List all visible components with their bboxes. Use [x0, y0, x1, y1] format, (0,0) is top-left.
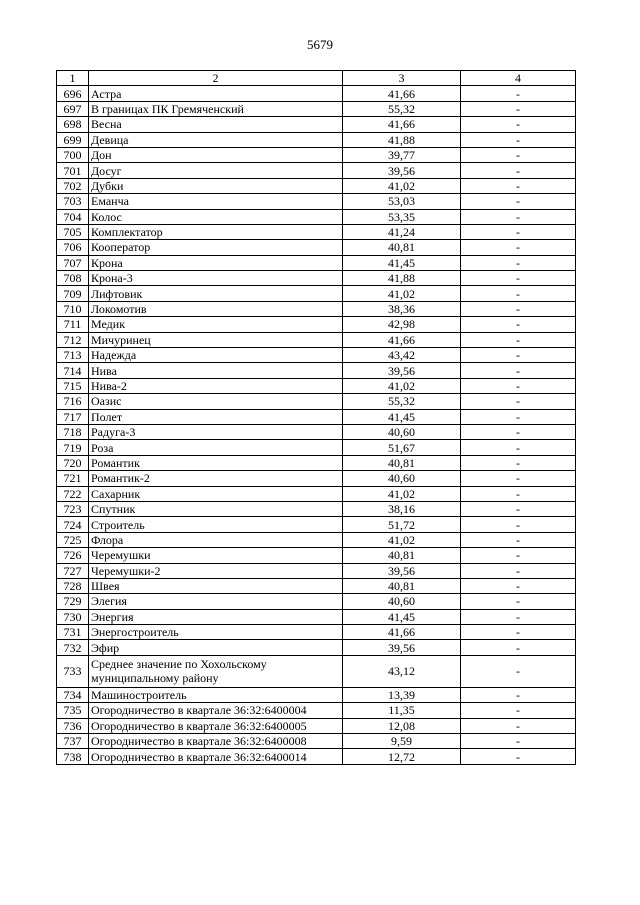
row-number: 715 [57, 378, 89, 393]
table-row [57, 640, 576, 655]
row-number: 738 [57, 749, 89, 764]
row-value: 43,12 [343, 655, 461, 687]
row-dash: - [461, 563, 576, 578]
row-name: Строитель [89, 517, 343, 532]
row-name: Швея [89, 578, 343, 593]
row-dash: - [461, 734, 576, 749]
row-dash: - [461, 703, 576, 718]
table-row [57, 532, 576, 547]
row-dash: - [461, 424, 576, 439]
row-number: 712 [57, 332, 89, 347]
row-dash: - [461, 440, 576, 455]
row-value: 39,56 [343, 640, 461, 655]
row-name: Крона-3 [89, 271, 343, 286]
row-name: Энергия [89, 609, 343, 624]
table-row [57, 409, 576, 424]
row-value: 53,35 [343, 209, 461, 224]
row-name: Оазис [89, 394, 343, 409]
row-name: Весна [89, 117, 343, 132]
table-row [57, 455, 576, 470]
row-value: 40,60 [343, 424, 461, 439]
row-value: 41,66 [343, 117, 461, 132]
table-row [57, 317, 576, 332]
row-dash: - [461, 317, 576, 332]
row-number: 707 [57, 255, 89, 270]
row-dash: - [461, 178, 576, 193]
row-value: 39,56 [343, 563, 461, 578]
row-name: Нива [89, 363, 343, 378]
row-value: 12,72 [343, 749, 461, 764]
row-dash: - [461, 609, 576, 624]
table-row [57, 594, 576, 609]
table-body [57, 86, 576, 764]
row-value: 41,66 [343, 86, 461, 101]
row-number: 698 [57, 117, 89, 132]
row-dash: - [461, 117, 576, 132]
row-dash: - [461, 286, 576, 301]
row-value: 55,32 [343, 101, 461, 116]
table-row [57, 332, 576, 347]
row-value: 9,59 [343, 734, 461, 749]
row-name: Элегия [89, 594, 343, 609]
row-name: Машиностроитель [89, 687, 343, 702]
table-row [57, 147, 576, 162]
table-row [57, 117, 576, 132]
row-number: 722 [57, 486, 89, 501]
table-row [57, 348, 576, 363]
row-number: 723 [57, 501, 89, 516]
row-dash: - [461, 224, 576, 239]
row-dash: - [461, 86, 576, 101]
row-number: 732 [57, 640, 89, 655]
row-value: 41,02 [343, 378, 461, 393]
row-number: 736 [57, 718, 89, 733]
table-row [57, 132, 576, 147]
row-name: Комплектатор [89, 224, 343, 239]
row-value: 51,72 [343, 517, 461, 532]
table-row [57, 86, 576, 101]
row-number: 730 [57, 609, 89, 624]
row-dash: - [461, 486, 576, 501]
row-dash: - [461, 348, 576, 363]
table-row [57, 548, 576, 563]
row-number: 731 [57, 625, 89, 640]
row-value: 41,66 [343, 332, 461, 347]
row-value: 40,60 [343, 471, 461, 486]
table-row [57, 363, 576, 378]
table-row [57, 224, 576, 239]
row-value: 39,56 [343, 363, 461, 378]
row-number: 703 [57, 194, 89, 209]
row-value: 55,32 [343, 394, 461, 409]
row-name: Романтик-2 [89, 471, 343, 486]
row-number: 721 [57, 471, 89, 486]
row-dash: - [461, 655, 576, 687]
row-dash: - [461, 517, 576, 532]
row-dash: - [461, 394, 576, 409]
row-number: 697 [57, 101, 89, 116]
table-row [57, 424, 576, 439]
row-number: 719 [57, 440, 89, 455]
header-col-2: 2 [89, 71, 343, 86]
table-row [57, 625, 576, 640]
row-name: Нива-2 [89, 378, 343, 393]
row-dash: - [461, 594, 576, 609]
table-row [57, 749, 576, 764]
row-value: 41,02 [343, 178, 461, 193]
row-dash: - [461, 147, 576, 162]
row-number: 733 [57, 655, 89, 687]
row-dash: - [461, 548, 576, 563]
table-row [57, 501, 576, 516]
row-value: 41,88 [343, 132, 461, 147]
row-value: 51,67 [343, 440, 461, 455]
table-row [57, 301, 576, 316]
row-number: 699 [57, 132, 89, 147]
row-dash: - [461, 749, 576, 764]
row-name: Девица [89, 132, 343, 147]
row-value: 12,08 [343, 718, 461, 733]
row-name: Огородничество в квартале 36:32:6400004 [89, 703, 343, 718]
row-dash: - [461, 687, 576, 702]
data-table [56, 70, 576, 765]
row-dash: - [461, 132, 576, 147]
row-name: Медик [89, 317, 343, 332]
row-name: Астра [89, 86, 343, 101]
row-value: 40,81 [343, 455, 461, 470]
row-number: 727 [57, 563, 89, 578]
row-value: 13,39 [343, 687, 461, 702]
row-dash: - [461, 455, 576, 470]
table-row [57, 394, 576, 409]
table-row [57, 286, 576, 301]
row-number: 705 [57, 224, 89, 239]
row-value: 41,02 [343, 532, 461, 547]
row-dash: - [461, 101, 576, 116]
row-number: 737 [57, 734, 89, 749]
row-name: Сахарник [89, 486, 343, 501]
table-row [57, 101, 576, 116]
row-dash: - [461, 271, 576, 286]
table-row [57, 609, 576, 624]
row-number: 728 [57, 578, 89, 593]
table-row [57, 655, 576, 687]
row-dash: - [461, 501, 576, 516]
row-value: 41,24 [343, 224, 461, 239]
row-name: Огородничество в квартале 36:32:6400008 [89, 734, 343, 749]
row-number: 716 [57, 394, 89, 409]
table-row [57, 734, 576, 749]
table-row [57, 471, 576, 486]
row-name: В границах ПК Гремяченский [89, 101, 343, 116]
row-name: Еманча [89, 194, 343, 209]
row-number: 729 [57, 594, 89, 609]
row-name: Романтик [89, 455, 343, 470]
row-value: 43,42 [343, 348, 461, 363]
row-dash: - [461, 194, 576, 209]
header-col-1: 1 [57, 71, 89, 86]
row-number: 708 [57, 271, 89, 286]
header-col-3: 3 [343, 71, 461, 86]
row-number: 718 [57, 424, 89, 439]
table-row [57, 378, 576, 393]
table-row [57, 163, 576, 178]
row-dash: - [461, 625, 576, 640]
row-number: 696 [57, 86, 89, 101]
row-dash: - [461, 240, 576, 255]
row-value: 11,35 [343, 703, 461, 718]
table-row [57, 687, 576, 702]
row-name: Дон [89, 147, 343, 162]
row-number: 701 [57, 163, 89, 178]
row-name: Лифтовик [89, 286, 343, 301]
row-name: Эфир [89, 640, 343, 655]
row-dash: - [461, 471, 576, 486]
row-name: Полет [89, 409, 343, 424]
page-number: 5679 [307, 37, 333, 52]
row-number: 704 [57, 209, 89, 224]
row-name: Среднее значение по Хохольскому муниципальному району [89, 655, 343, 687]
row-dash: - [461, 409, 576, 424]
row-value: 41,66 [343, 625, 461, 640]
row-name: Радуга-3 [89, 424, 343, 439]
table-header [57, 71, 576, 86]
row-name: Кооператор [89, 240, 343, 255]
table-row [57, 194, 576, 209]
row-dash: - [461, 640, 576, 655]
row-name: Досуг [89, 163, 343, 178]
row-number: 706 [57, 240, 89, 255]
row-value: 39,77 [343, 147, 461, 162]
row-number: 734 [57, 687, 89, 702]
row-number: 725 [57, 532, 89, 547]
header-col-4: 4 [461, 71, 576, 86]
row-value: 40,81 [343, 548, 461, 563]
row-name: Дубки [89, 178, 343, 193]
row-value: 42,98 [343, 317, 461, 332]
row-number: 713 [57, 348, 89, 363]
row-value: 41,45 [343, 255, 461, 270]
row-dash: - [461, 378, 576, 393]
row-dash: - [461, 578, 576, 593]
row-value: 41,02 [343, 286, 461, 301]
row-value: 41,45 [343, 409, 461, 424]
row-name: Локомотив [89, 301, 343, 316]
row-dash: - [461, 209, 576, 224]
row-value: 41,88 [343, 271, 461, 286]
row-value: 38,36 [343, 301, 461, 316]
table-row [57, 440, 576, 455]
row-number: 710 [57, 301, 89, 316]
row-number: 717 [57, 409, 89, 424]
table-row [57, 209, 576, 224]
row-number: 714 [57, 363, 89, 378]
header-row [57, 71, 576, 86]
row-dash: - [461, 532, 576, 547]
row-name: Флора [89, 532, 343, 547]
row-number: 726 [57, 548, 89, 563]
row-name: Черемушки-2 [89, 563, 343, 578]
row-value: 40,81 [343, 578, 461, 593]
row-dash: - [461, 332, 576, 347]
table-row [57, 178, 576, 193]
row-number: 735 [57, 703, 89, 718]
row-name: Энергостроитель [89, 625, 343, 640]
table-row [57, 517, 576, 532]
table-row [57, 240, 576, 255]
table-row [57, 255, 576, 270]
table-row [57, 563, 576, 578]
row-number: 711 [57, 317, 89, 332]
row-value: 39,56 [343, 163, 461, 178]
row-number: 709 [57, 286, 89, 301]
row-value: 41,02 [343, 486, 461, 501]
row-name: Огородничество в квартале 36:32:6400005 [89, 718, 343, 733]
row-name: Мичуринец [89, 332, 343, 347]
row-value: 40,81 [343, 240, 461, 255]
row-dash: - [461, 363, 576, 378]
row-value: 53,03 [343, 194, 461, 209]
table-row [57, 271, 576, 286]
table-row [57, 718, 576, 733]
row-dash: - [461, 301, 576, 316]
row-value: 40,60 [343, 594, 461, 609]
row-name: Надежда [89, 348, 343, 363]
row-name: Огородничество в квартале 36:32:6400014 [89, 749, 343, 764]
row-name: Колос [89, 209, 343, 224]
row-name: Роза [89, 440, 343, 455]
row-number: 720 [57, 455, 89, 470]
row-dash: - [461, 718, 576, 733]
table-row [57, 486, 576, 501]
row-dash: - [461, 163, 576, 178]
row-name: Спутник [89, 501, 343, 516]
row-name: Крона [89, 255, 343, 270]
row-value: 41,45 [343, 609, 461, 624]
row-name: Черемушки [89, 548, 343, 563]
row-value: 38,16 [343, 501, 461, 516]
row-number: 702 [57, 178, 89, 193]
table-row [57, 703, 576, 718]
row-dash: - [461, 255, 576, 270]
table-row [57, 578, 576, 593]
row-number: 700 [57, 147, 89, 162]
row-number: 724 [57, 517, 89, 532]
